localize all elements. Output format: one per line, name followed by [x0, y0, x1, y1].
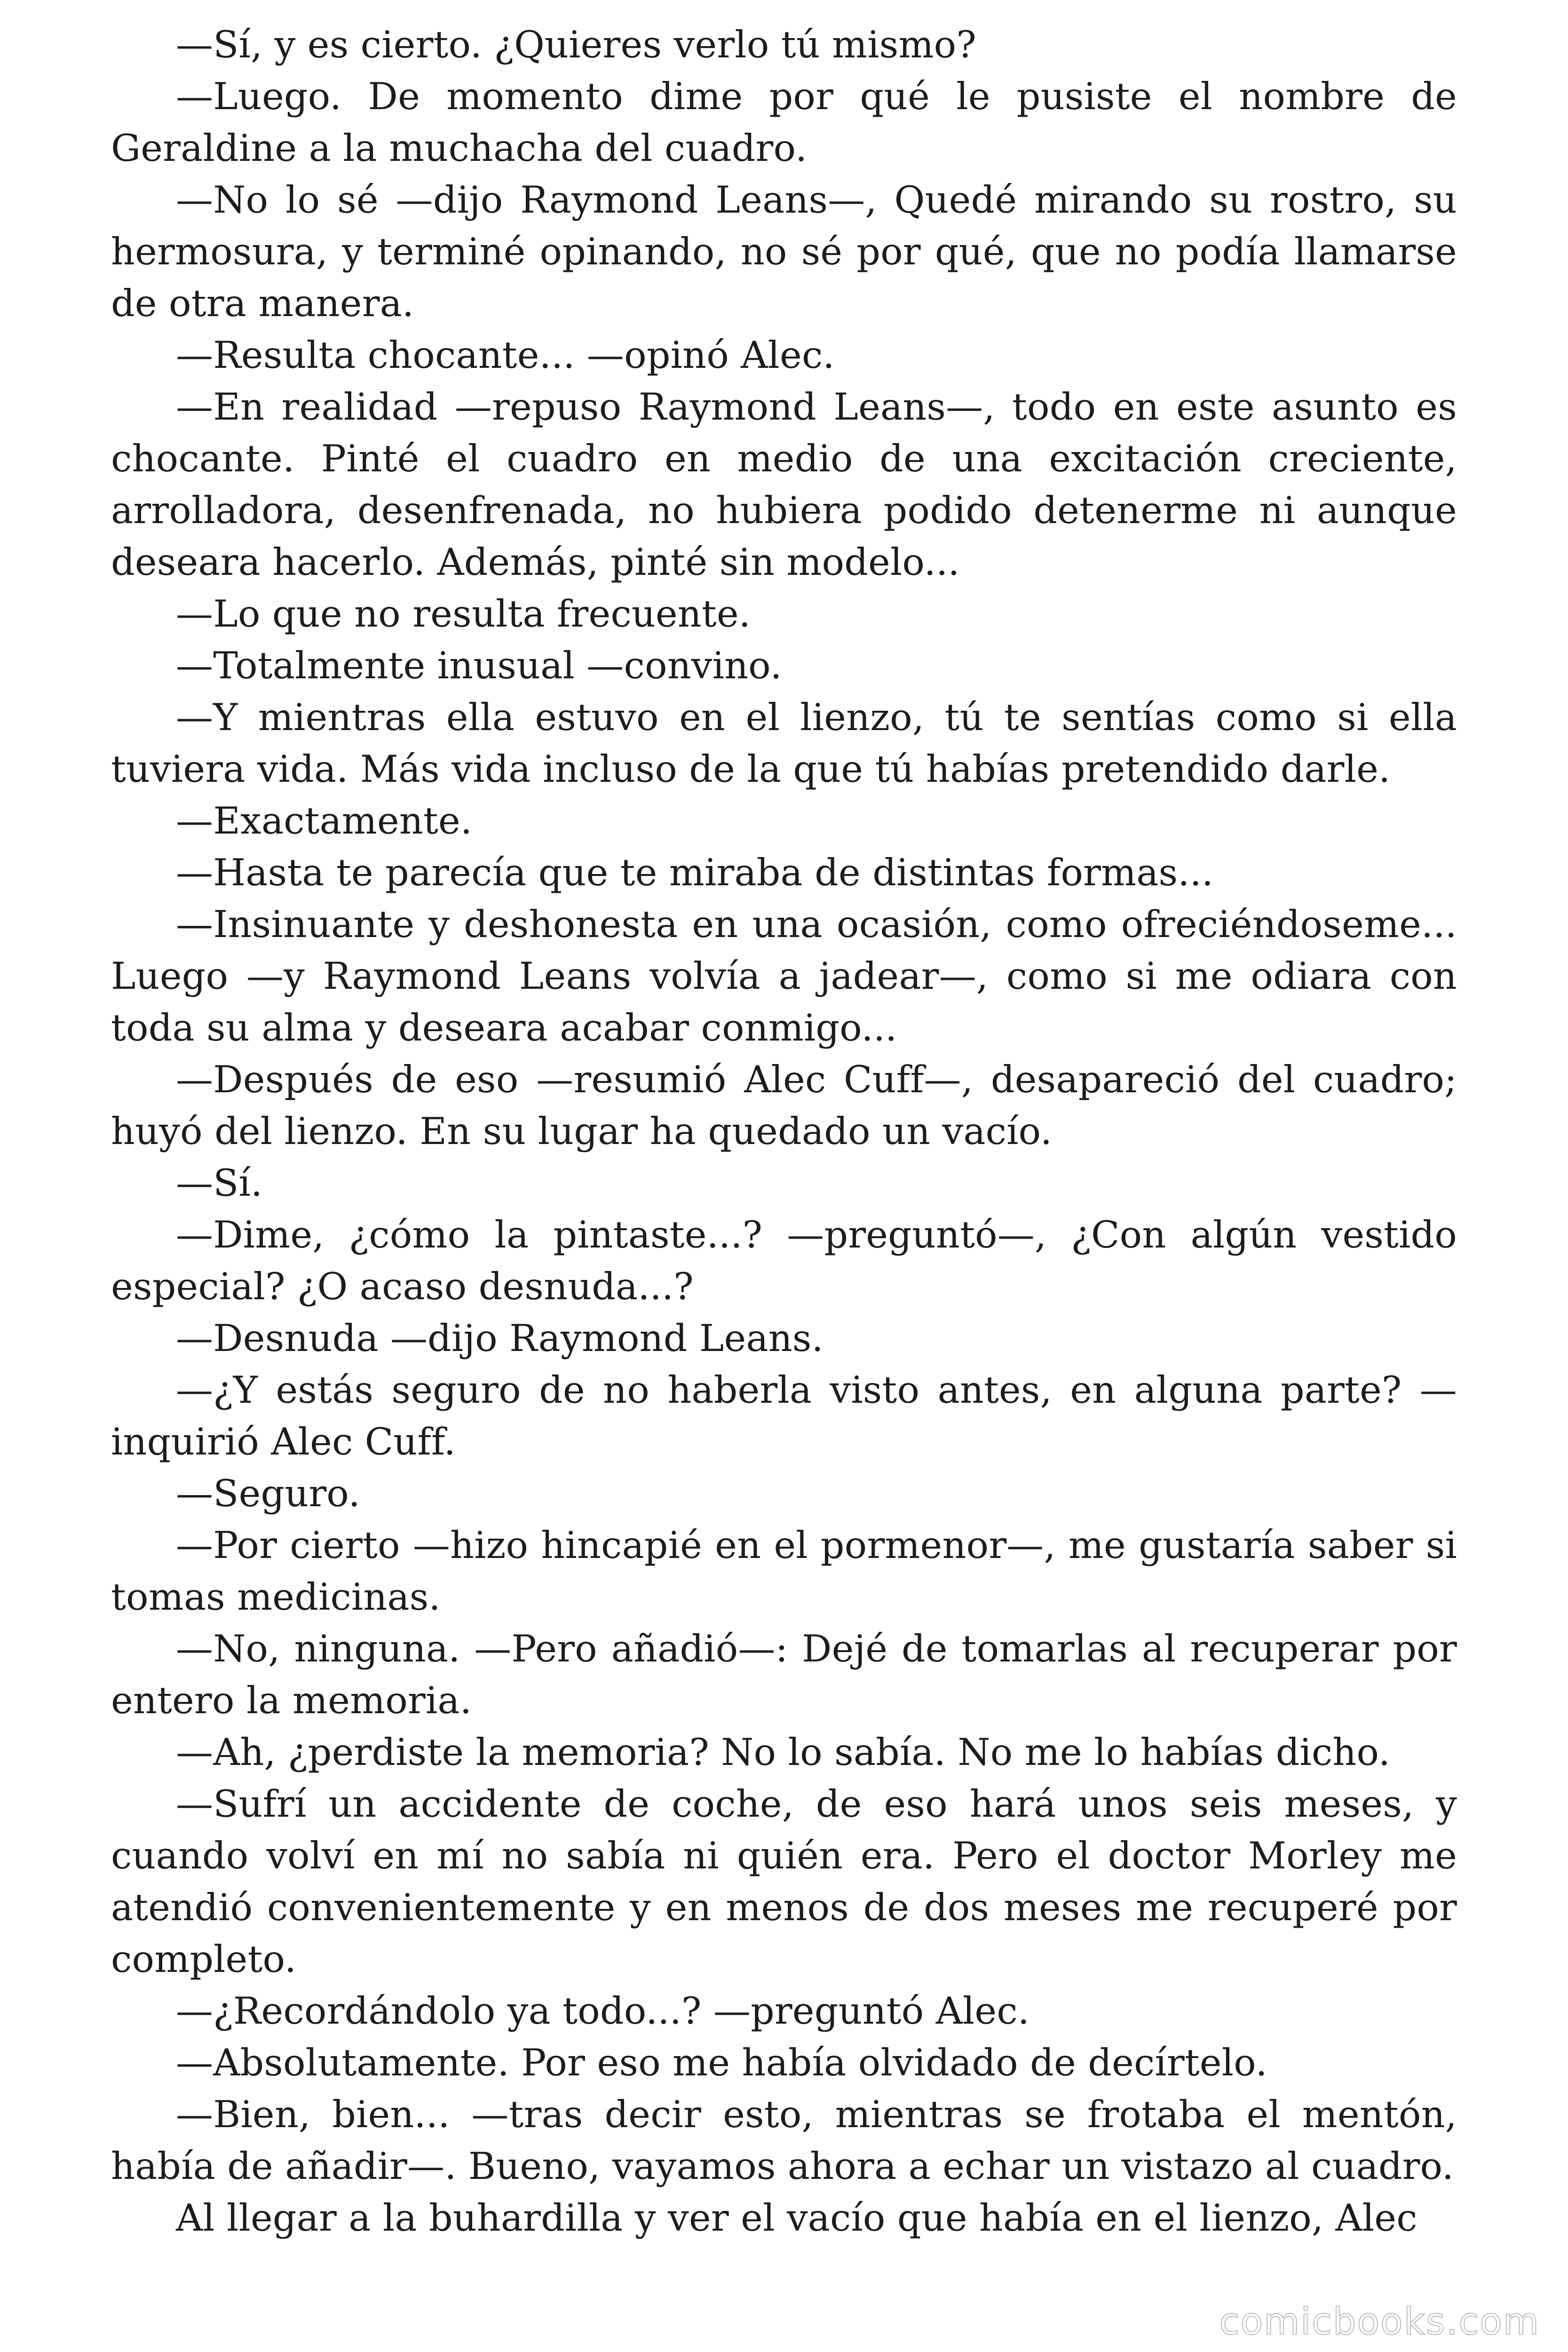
paragraph: —Insinuante y deshonesta en una ocasión, como ofreciéndoseme... Luego —y Raymond Leans volvía a jadear—, como si me odiara con toda su alma y deseara acabar conmigo... [111, 903, 1457, 1049]
watermark-logo: comicbooks.com [1219, 2301, 1540, 2343]
paragraph: —Totalmente inusual —convino. [176, 644, 782, 687]
paragraph: —Desnuda —dijo Raymond Leans. [176, 1317, 824, 1360]
paragraph: Al llegar a la buhardilla y ver el vacío que había en el lienzo, Alec [176, 2196, 1418, 2240]
paragraph: —Lo que no resulta frecuente. [176, 592, 751, 636]
paragraph: —En realidad —repuso Raymond Leans—, todo en este asunto es chocante. Pinté el cuadro en medio de una excitación creciente, arrolladora, desenfrenada, no hubiera podido detenerme ni aunque deseara hacerlo. Además, pinté sin modelo... [111, 385, 1457, 584]
paragraph: —Ah, ¿perdiste la memoria? No lo sabía. No me lo habías dicho. [176, 1731, 1391, 1774]
paragraph: —Sí. [176, 1161, 263, 1205]
paragraph: —Después de eso —resumió Alec Cuff—, desapareció del cuadro; huyó del lienzo. En su lugar ha quedado un vacío. [111, 1058, 1457, 1153]
paragraph: —Y mientras ella estuvo en el lienzo, tú te sentías como si ella tuviera vida. Más vida incluso de la que tú habías pretendido darle. [111, 696, 1457, 791]
paragraph: —Resulta chocante... —opinó Alec. [176, 334, 835, 377]
paragraph: —¿Recordándolo ya todo...? —preguntó Alec. [176, 1989, 1030, 2033]
paragraph: —Sí, y es cierto. ¿Quieres verlo tú mismo? [176, 23, 976, 66]
page-body-text [111, 19, 1457, 2244]
paragraph: —No, ninguna. —Pero añadió—: Dejé de tomarlas al recuperar por entero la memoria. [111, 1627, 1457, 1722]
paragraph: —Sufrí un accidente de coche, de eso hará unos seis meses, y cuando volví en mí no sabía ni quién era. Pero el doctor Morley me atendió convenientemente y en menos de dos meses me recuperé por completo. [111, 1782, 1457, 1981]
paragraph: —Hasta te parecía que te miraba de distintas formas... [176, 851, 1214, 894]
paragraph: —Dime, ¿cómo la pintaste...? —preguntó—, ¿Con algún vestido especial? ¿O acaso desnuda...? [111, 1213, 1457, 1308]
paragraph: —Absolutamente. Por eso me había olvidado de decírtelo. [176, 2041, 1267, 2084]
paragraph: —Seguro. [176, 1472, 360, 1515]
paragraph: —Por cierto —hizo hincapié en el pormenor—, me gustaría saber si tomas medicinas. [111, 1524, 1457, 1619]
paragraph: —¿Y estás seguro de no haberla visto antes, en alguna parte? —inquirió Alec Cuff. [111, 1368, 1457, 1463]
paragraph: —Luego. De momento dime por qué le pusiste el nombre de Geraldine a la muchacha del cuadro. [111, 75, 1457, 170]
paragraph: —No lo sé —dijo Raymond Leans—, Quedé mirando su rostro, su hermosura, y terminé opinando, no sé por qué, que no podía llamarse de otra manera. [111, 178, 1457, 325]
paragraph: —Bien, bien... —tras decir esto, mientras se frotaba el mentón, había de añadir—. Bueno, vayamos ahora a echar un vistazo al cuadro. [111, 2093, 1457, 2188]
paragraph: —Exactamente. [176, 799, 473, 842]
